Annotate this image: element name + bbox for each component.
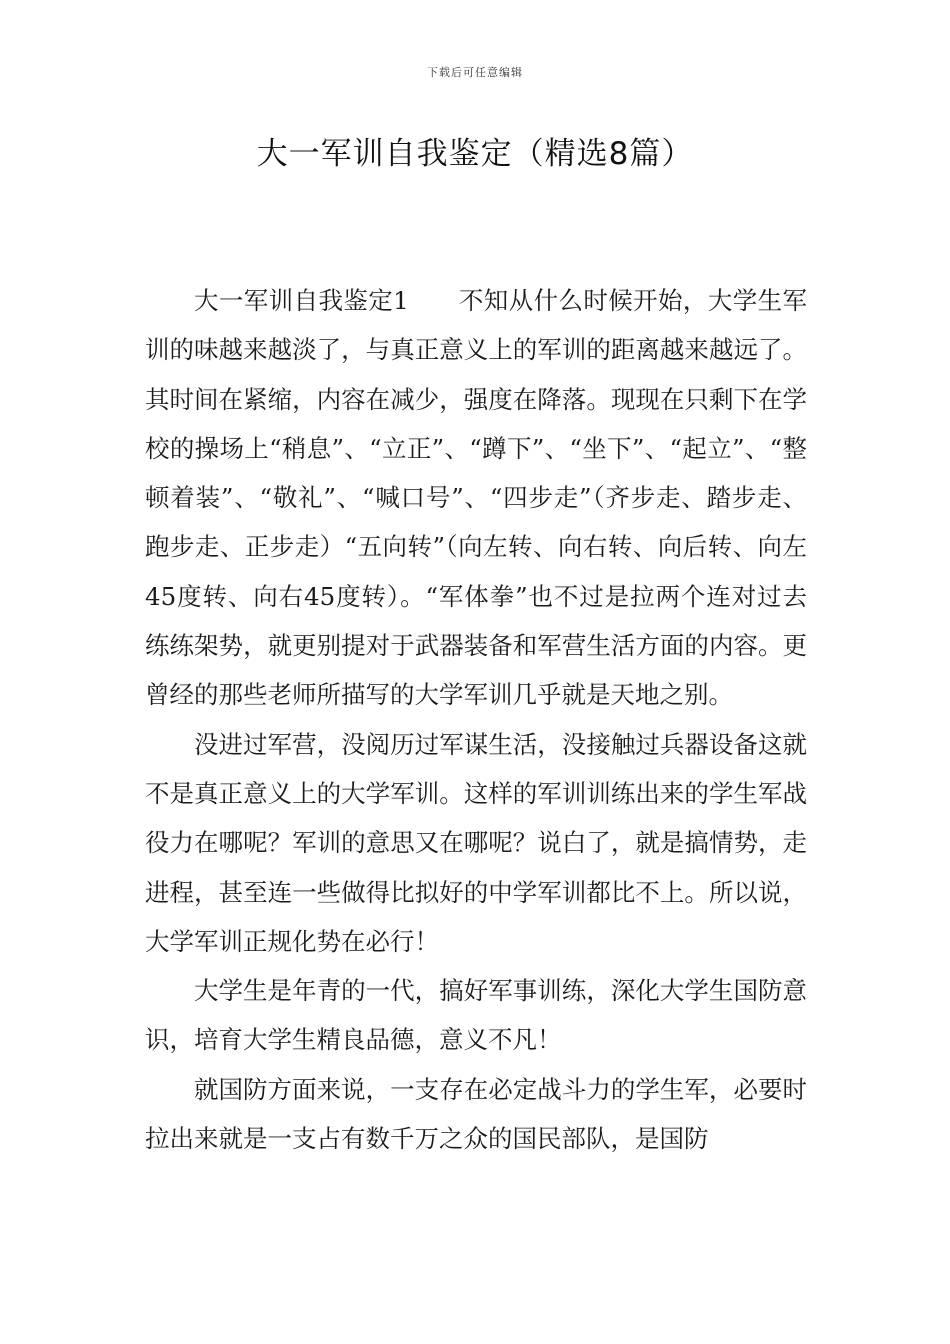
paragraph: 没进过军营，没阅历过军谋生活，没接触过兵器设备这就不是真正意义上的大学军训。这样的军训训练出来的学生军战役力在哪呢？军训的意思又在哪呢？说白了，就是搞情势，走进程，甚至连一些做得比拟好的中学军训都比不上。所以说，大学军训正规化势在必行！ bbox=[145, 729, 807, 956]
document-body bbox=[145, 276, 807, 1163]
header-note: 下载后可任意编辑 bbox=[427, 66, 523, 79]
document-title: 大一军训自我鉴定（精选8篇） bbox=[256, 136, 694, 172]
paragraph: 大一军训自我鉴定1 不知从什么时候开始，大学生军训的味越来越淡了，与真正意义上的军训的距离越来越远了。其时间在紧缩，内容在减少，强度在降落。现现在只剩下在学校的操场上“稍息”、“立正”、“蹲下”、“坐下”、“起立”、“整顿着装”、“敬礼”、“喊口号”、“四步走”（齐步走、踏步走、跑步走、正步走）“五向转”（向左转、向右转、向后转、向左45度转、向右45度转）。“军体拳”也不过是拉两个连对过去练练架势，就更别提对于武器装备和军营生活方面的内容。更曾经的那些老师所描写的大学军训几乎就是天地之别。 bbox=[145, 286, 807, 710]
paragraph: 大学生是年青的一代，搞好军事训练，深化大学生国防意识，培育大学生精良品德，意义不凡！ bbox=[145, 976, 807, 1055]
paragraph: 就国防方面来说，一支存在必定战斗力的学生军，必要时拉出来就是一支占有数千万之众的国民部队，是国防 bbox=[145, 1074, 807, 1154]
